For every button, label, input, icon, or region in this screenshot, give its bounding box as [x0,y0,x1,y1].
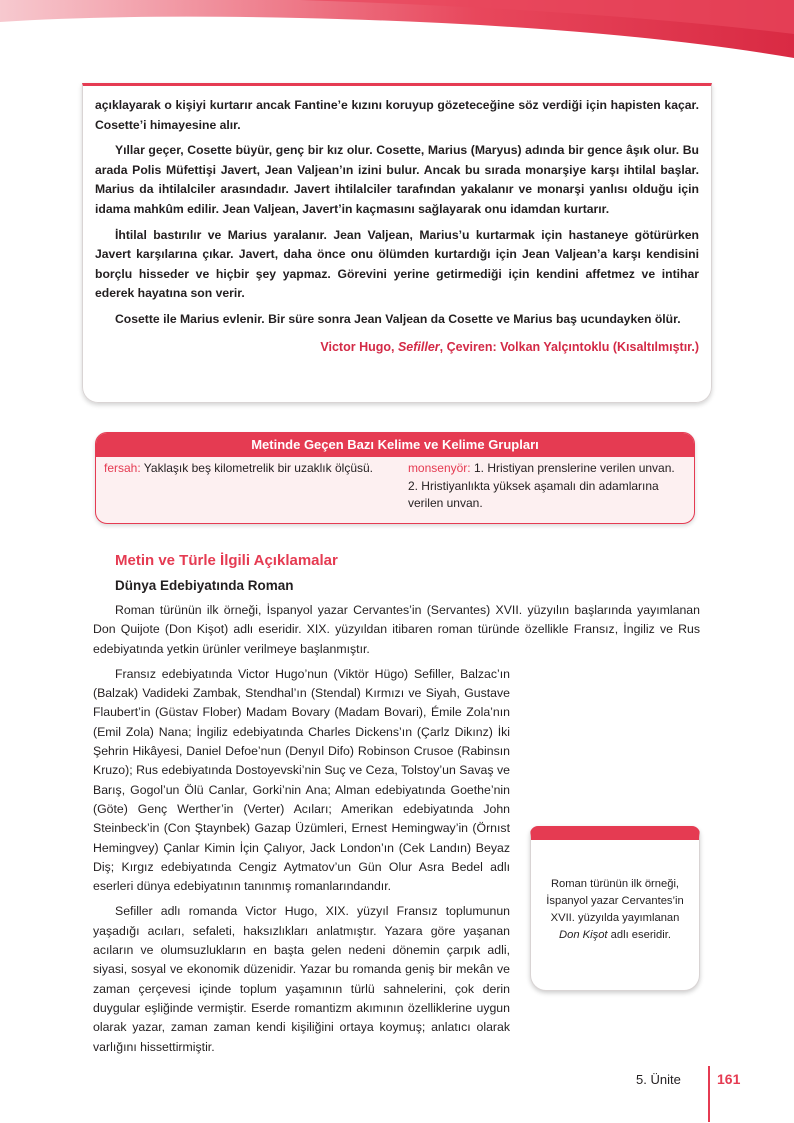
body-paragraph-3: Sefiller adlı romanda Victor Hugo, XIX. yüzyıl Fransız toplumunun yaşadığı acıları, sefaleti, haksızlıkları anlatmıştır. Yazara göre yaşanan acıların ve olumsuzlukların en başta gelen nedeni dönemin çarpık adli, siyasi, sosyal ve ekonomik düzenidir. Yazar bu romanda geniş bir mekân ve zaman çerçevesi içinde toplum yaşamının türlü sahnelerini, çok derin duygular eşliğinde vermiştir. Eserde romantizm akımının özelliklerine uygun olarak yazar, zaman zaman kendi kişiliğini ortaya koymuş; anlatıcı olarak varlığını hissettirmiştir. [93,904,510,1054]
side-note-box [530,826,700,991]
glossary-title: Metinde Geçen Bazı Kelime ve Kelime Grupları [96,433,694,457]
body-paragraph-1: Roman türünün ilk örneği, İspanyol yazar Cervantes’in (Servantes) XVII. yüzyılın başlarında yayımlanan Don Quijote (Don Kişot) adlı eseridir. XIX. yüzyıldan itibaren roman türünde özellikle Fransız, İngiliz ve Rus edebiyatında yetkin ürünler verilmeye başlanmıştır. [93,603,700,656]
glossary-item-fersah [104,460,408,513]
footer-divider [708,1066,710,1122]
story-box [82,83,712,403]
side-note-text-b: adlı eseridir. [607,929,671,941]
glossary-item-monsenyor [408,460,686,513]
glossary-definition: 1. Hristiyan prenslerine verilen unvan. 2. Hristiyanlıkta yüksek aşamalı din adamlarına verilen unvan. [407,461,675,510]
story-source [95,340,699,354]
source-title: Sefiller [397,339,440,354]
footer-unit: 5. Ünite [636,1072,681,1087]
story-paragraph-1: açıklayarak o kişiyi kurtarır ancak Fantine’e kızını koruyup gözeteceğine söz verdiği için hapisten kaçar. Cosette’i himayesine alır. [95,98,699,132]
source-author: Victor Hugo, [320,339,395,354]
story-paragraph-2: Yıllar geçer, Cosette büyür, genç bir kız olur. Cosette, Marius (Maryus) adında bir gence âşık olur. Bu arada Polis Müfettişi Javert, Jean Valjean’ın izini bulur. Ancak bu sırada monarşiye karşı ihtilal başlar. Marius da ihtilalciler arasındadır. Javert ihtilalciler tarafından yakalanır ve monarşi yanlısı olduğu için idama mahkûm edilir. Jean Valjean, Javert’in kaçmasını sağlayarak onu idamdan kurtarır. [95,143,699,216]
glossary-term: monsenyör: [407,461,471,475]
story-paragraph-3: İhtilal bastırılır ve Marius yaralanır. Jean Valjean, Marius’u kurtarmak için hastaneye götürürken Javert karşılarına çıkar. Javert, daha önce onu ölümden kurtardığı için Jean Valjean’a karşı kendisini borçlu hisseder ve hiçbir şey yapmaz. Görevini yerine getirmediği için kendini affetmez ve intihar ederek hayatına son verir. [95,227,699,301]
story-paragraph-4: Cosette ile Marius evlenir. Bir süre sonra Jean Valjean da Cosette ve Marius baş ucundayken ölür. [115,311,681,326]
header-decoration [0,0,794,70]
section-title: Metin ve Türle İlgili Açıklamalar [115,552,338,569]
side-note-text-italic: Don Kişot [559,929,608,941]
body-paragraph-2: Fransız edebiyatında Victor Hugo’nun (Viktör Hügo) Sefiller, Balzac’ın (Balzak) Vadideki Zambak, Stendhal’ın (Stendal) Kırmızı ve Siyah, Gustave Flaubert’in (Güstav Flober) Madam Bovary (Madam Bovari), Émile Zola’nın (Emil Zola) Nana; İngiliz edebiyatında Charles Dickens’ın (Çarlz Dikınz) İki Şehrin Hikâyesi, Daniel Defoe’nun (Denyıl Difo) Robinson Crusoe (Rabinsın Kruzo); Rus edebiyatında Dostoyevski’nin Suç ve Ceza, Tolstoy’un Savaş ve Barış, Gogol’un Ölü Canlar, Gorki’nin Ana; Alman edebiyatında Goethe’nin (Göte) Genç Werther’in (Verter) Acıları; Amerikan edebiyatında John Steinbeck’in (Con Ştaynbek) Gazap Üzümleri, Ernest Hemingway’in (Örnıst Hemingvey) Çanlar Kimin İçin Çalıyor, Jack London’ın (Cek Landın) Beyaz Diş; Kırgız edebiyatında Cengiz Aytmatov’un Gün Olur Asra Bedel adlı eserleri dünya edebiyatının tanınmış romanlarındandır. [93,665,700,897]
page-number: 161 [717,1071,741,1087]
glossary-term: fersah: [104,461,141,475]
side-note-text-a: Roman türünün ilk örneği, İspanyol yazar Cervantes’in XVII. yüzyılda yayımlanan [546,878,684,924]
source-rest: , Çeviren: Volkan Yalçıntoklu (Kısaltılmıştır.) [439,339,699,354]
section-subtitle: Dünya Edebiyatında Roman [115,578,294,593]
glossary-box [95,432,695,524]
glossary-definition: Yaklaşık beş kilometrelik bir uzaklık ölçüsü. [140,461,373,475]
